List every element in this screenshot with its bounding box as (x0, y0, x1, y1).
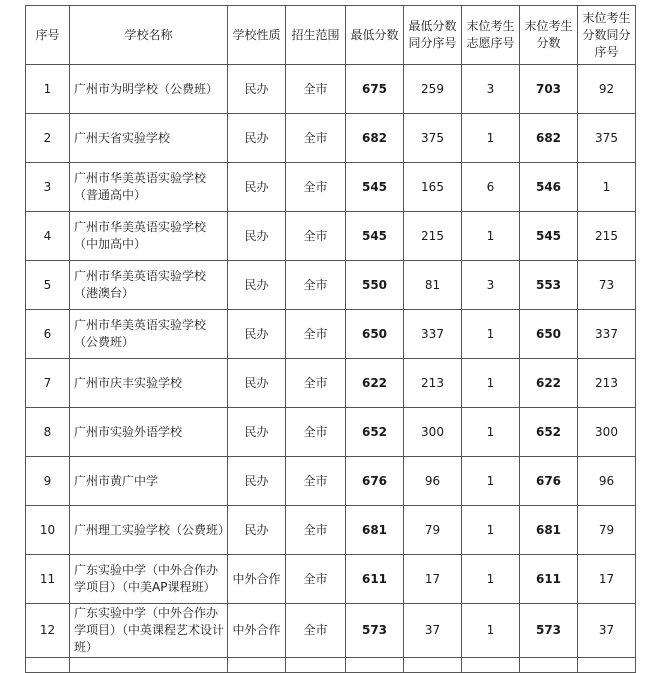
cell-last: 611 (520, 555, 578, 604)
cell-min: 650 (346, 310, 404, 359)
cell-last-rank: 300 (578, 408, 636, 457)
table-row (26, 359, 636, 408)
cell-empty (462, 658, 520, 673)
cell-no: 2 (26, 114, 70, 163)
cell-last: 652 (520, 408, 578, 457)
cell-min-rank: 337 (404, 310, 462, 359)
cell-nature: 民办 (228, 310, 286, 359)
cell-scope: 全市 (286, 212, 346, 261)
cell-scope: 全市 (286, 163, 346, 212)
cell-min-rank: 17 (404, 555, 462, 604)
admission-score-table (25, 5, 636, 673)
cell-min: 676 (346, 457, 404, 506)
table-row-cutoff (26, 658, 636, 673)
cell-nature: 民办 (228, 408, 286, 457)
cell-vol: 1 (462, 310, 520, 359)
cell-vol: 6 (462, 163, 520, 212)
cell-last: 573 (520, 604, 578, 658)
cell-last-rank: 73 (578, 261, 636, 310)
cell-name: 广州市华美英语实验学校（中加高中） (70, 212, 228, 261)
cell-name: 广州理工实验学校（公费班） (70, 506, 228, 555)
cell-no: 6 (26, 310, 70, 359)
cell-no: 4 (26, 212, 70, 261)
cell-name: 广东实验中学（中外合作办学项目）（中英课程艺术设计班） (70, 604, 228, 658)
cell-last: 682 (520, 114, 578, 163)
cell-last-rank: 96 (578, 457, 636, 506)
cell-vol: 1 (462, 212, 520, 261)
cell-min-rank: 300 (404, 408, 462, 457)
cell-scope: 全市 (286, 310, 346, 359)
cell-last: 681 (520, 506, 578, 555)
cell-min: 652 (346, 408, 404, 457)
cell-min-rank: 165 (404, 163, 462, 212)
cell-last-rank: 79 (578, 506, 636, 555)
header-cell: 最低分数 (346, 6, 404, 65)
header-cell: 学校性质 (228, 6, 286, 65)
cell-nature: 民办 (228, 457, 286, 506)
cell-last-rank: 37 (578, 604, 636, 658)
header-cell: 最低分数同分序号 (404, 6, 462, 65)
table-row (26, 555, 636, 604)
cell-scope: 全市 (286, 65, 346, 114)
cell-nature: 民办 (228, 212, 286, 261)
cell-no: 11 (26, 555, 70, 604)
cell-no: 12 (26, 604, 70, 658)
cell-vol: 3 (462, 65, 520, 114)
cell-last-rank: 337 (578, 310, 636, 359)
table-row (26, 261, 636, 310)
cell-nature: 中外合作 (228, 555, 286, 604)
cell-empty (404, 658, 462, 673)
cell-scope: 全市 (286, 555, 346, 604)
cell-no: 5 (26, 261, 70, 310)
cell-name: 广东实验中学（中外合作办学项目）（中美AP课程班） (70, 555, 228, 604)
header-cell: 学校名称 (70, 6, 228, 65)
cell-vol: 1 (462, 555, 520, 604)
cell-last: 553 (520, 261, 578, 310)
cell-last-rank: 375 (578, 114, 636, 163)
cell-min: 675 (346, 65, 404, 114)
cell-name: 广州市华美英语实验学校（普通高中） (70, 163, 228, 212)
cell-last: 676 (520, 457, 578, 506)
header-cell: 序号 (26, 6, 70, 65)
cell-scope: 全市 (286, 604, 346, 658)
cell-nature: 民办 (228, 506, 286, 555)
header-cell: 末位考生分数同分序号 (578, 6, 636, 65)
cell-name: 广州市实验外语学校 (70, 408, 228, 457)
cell-empty (228, 658, 286, 673)
cell-name: 广州市庆丰实验学校 (70, 359, 228, 408)
cell-min: 622 (346, 359, 404, 408)
cell-no: 3 (26, 163, 70, 212)
cell-last-rank: 213 (578, 359, 636, 408)
table-row (26, 506, 636, 555)
cell-last: 545 (520, 212, 578, 261)
cell-last-rank: 17 (578, 555, 636, 604)
cell-last-rank: 92 (578, 65, 636, 114)
cell-nature: 民办 (228, 359, 286, 408)
cell-scope: 全市 (286, 457, 346, 506)
cell-empty (26, 658, 70, 673)
cell-no: 8 (26, 408, 70, 457)
cell-min-rank: 81 (404, 261, 462, 310)
cell-vol: 1 (462, 506, 520, 555)
cell-last-rank: 215 (578, 212, 636, 261)
cell-scope: 全市 (286, 506, 346, 555)
cell-vol: 1 (462, 408, 520, 457)
cell-min-rank: 375 (404, 114, 462, 163)
cell-name: 广州市黄广中学 (70, 457, 228, 506)
table-row (26, 163, 636, 212)
cell-name: 广州市为明学校（公费班） (70, 65, 228, 114)
table-row (26, 408, 636, 457)
cell-no: 7 (26, 359, 70, 408)
cell-nature: 民办 (228, 65, 286, 114)
cell-min-rank: 37 (404, 604, 462, 658)
cell-last: 546 (520, 163, 578, 212)
cell-no: 9 (26, 457, 70, 506)
table-row (26, 212, 636, 261)
header-cell: 末位考生分数 (520, 6, 578, 65)
cell-last: 650 (520, 310, 578, 359)
cell-vol: 1 (462, 359, 520, 408)
cell-empty (346, 658, 404, 673)
header-cell: 末位考生志愿序号 (462, 6, 520, 65)
cell-empty (286, 658, 346, 673)
cell-min: 573 (346, 604, 404, 658)
cell-min: 611 (346, 555, 404, 604)
cell-name: 广州市华美英语实验学校（公费班） (70, 310, 228, 359)
cell-scope: 全市 (286, 359, 346, 408)
cell-min-rank: 96 (404, 457, 462, 506)
table-row (26, 457, 636, 506)
cell-min: 550 (346, 261, 404, 310)
table-row (26, 114, 636, 163)
cell-last: 622 (520, 359, 578, 408)
cell-last-rank: 1 (578, 163, 636, 212)
cell-vol: 1 (462, 114, 520, 163)
cell-vol: 1 (462, 457, 520, 506)
header-row (26, 6, 636, 65)
table-row (26, 310, 636, 359)
cell-scope: 全市 (286, 114, 346, 163)
cell-name: 广州市华美英语实验学校（港澳台） (70, 261, 228, 310)
cell-min: 681 (346, 506, 404, 555)
cell-empty (520, 658, 578, 673)
cell-min: 682 (346, 114, 404, 163)
cell-scope: 全市 (286, 408, 346, 457)
cell-empty (578, 658, 636, 673)
cell-empty (70, 658, 228, 673)
cell-nature: 民办 (228, 163, 286, 212)
cell-no: 1 (26, 65, 70, 114)
cell-nature: 中外合作 (228, 604, 286, 658)
cell-nature: 民办 (228, 114, 286, 163)
cell-min-rank: 79 (404, 506, 462, 555)
cell-nature: 民办 (228, 261, 286, 310)
cell-vol: 1 (462, 604, 520, 658)
cell-no: 10 (26, 506, 70, 555)
cell-min-rank: 213 (404, 359, 462, 408)
cell-scope: 全市 (286, 261, 346, 310)
cell-name: 广州天省实验学校 (70, 114, 228, 163)
table-row (26, 65, 636, 114)
cell-vol: 3 (462, 261, 520, 310)
cell-min-rank: 259 (404, 65, 462, 114)
cell-min-rank: 215 (404, 212, 462, 261)
cell-min: 545 (346, 163, 404, 212)
table-row (26, 604, 636, 658)
cell-min: 545 (346, 212, 404, 261)
cell-last: 703 (520, 65, 578, 114)
header-cell: 招生范围 (286, 6, 346, 65)
